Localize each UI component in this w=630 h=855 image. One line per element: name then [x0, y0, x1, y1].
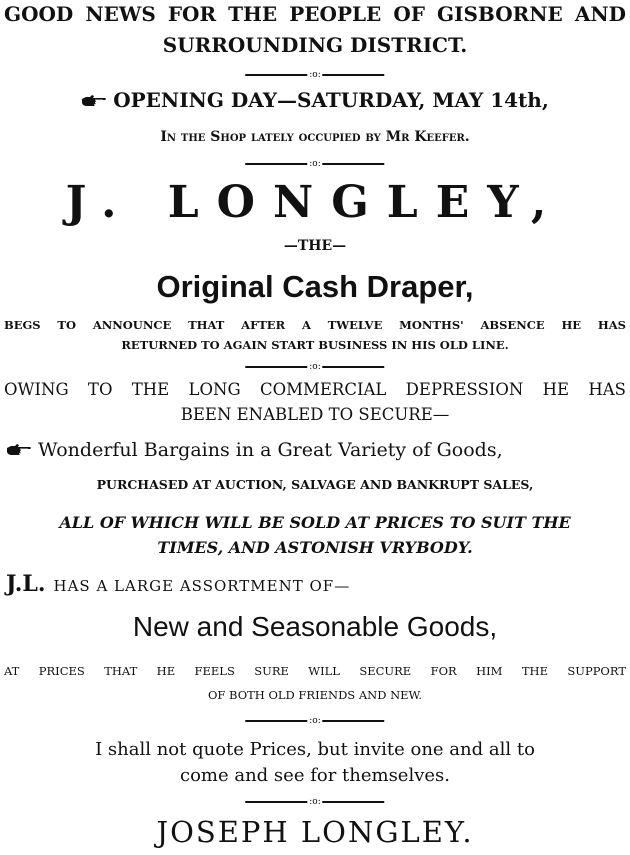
purchased-line: PURCHASED AT AUCTION, SALVAGE AND BANKRUPT SALES, [96, 477, 534, 492]
rule-bar [245, 720, 307, 722]
pointing-hand-icon [81, 94, 107, 108]
signature: JOSEPH LONGLEY. [156, 815, 474, 849]
jl-line [0, 570, 630, 600]
rule-bar [245, 163, 307, 165]
shop-note: In the Shop lately occupied by Mr Keefer. [160, 129, 470, 145]
separator-text: :o: [309, 70, 321, 80]
separator-rule [245, 362, 384, 372]
bargains-line [0, 437, 630, 463]
announce-line-2: RETURNED TO AGAIN START BUSINESS IN HIS OLD LINE. [121, 338, 509, 352]
bargains-text: Wonderful Bargains in a Great Variety of Goods, [38, 439, 503, 461]
separator-rule [245, 70, 384, 80]
separator-text: :o: [309, 159, 321, 169]
rule-bar [323, 801, 385, 803]
rule-bar [323, 74, 385, 76]
rule-bar [323, 720, 385, 722]
jl-text: HAS A LARGE ASSORTMENT OF— [53, 577, 351, 595]
separator-rule [245, 716, 384, 726]
invite-line-1: I shall not quote Prices, but invite one and all to [95, 739, 535, 760]
separator-text: :o: [309, 362, 321, 372]
invite-line-2: come and see for themselves. [180, 765, 450, 786]
rule-bar [245, 801, 307, 803]
owing-line-2: BEEN ENABLED TO SECURE— [180, 405, 450, 424]
opening-day [0, 88, 630, 112]
rule-bar [323, 366, 385, 368]
the-label: —THE— [283, 238, 347, 254]
announce-line-1: BEGS TO ANNOUNCE THAT AFTER A TWELVE MONTHS' ABSENCE HE HAS [4, 318, 626, 332]
heading-line-2: SURROUNDING DISTRICT. [162, 33, 468, 57]
prices-line-1: AT PRICES THAT HE FEELS SURE WILL SECURE FOR HIM THE SUPPORT [4, 664, 626, 678]
all-which-line-2: TIMES, AND ASTONISH VRYBODY. [157, 538, 473, 557]
rule-bar [323, 163, 385, 165]
title-original-cash-draper: Original Cash Draper, [156, 269, 474, 304]
separator-rule [245, 159, 384, 169]
separator-text: :o: [309, 797, 321, 807]
pointing-hand-icon [6, 443, 32, 457]
heading-line-1: GOOD NEWS FOR THE PEOPLE OF GISBORNE AND [4, 2, 626, 26]
owing-line-1: OWING TO THE LONG COMMERCIAL DEPRESSION HE HAS [4, 380, 626, 399]
merchant-name: J. LONGLEY, [65, 177, 565, 228]
separator-text: :o: [309, 716, 321, 726]
rule-bar [245, 366, 307, 368]
all-which-line-1: ALL OF WHICH WILL BE SOLD AT PRICES TO SUIT THE [59, 513, 571, 532]
jl-initials: J.L. [6, 571, 46, 597]
separator-rule [245, 797, 384, 807]
prices-line-2: OF BOTH OLD FRIENDS AND NEW. [207, 688, 422, 702]
rule-bar [245, 74, 307, 76]
seasonable-goods: New and Seasonable Goods, [132, 611, 498, 642]
opening-day-text: OPENING DAY—SATURDAY, MAY 14th, [113, 88, 549, 112]
